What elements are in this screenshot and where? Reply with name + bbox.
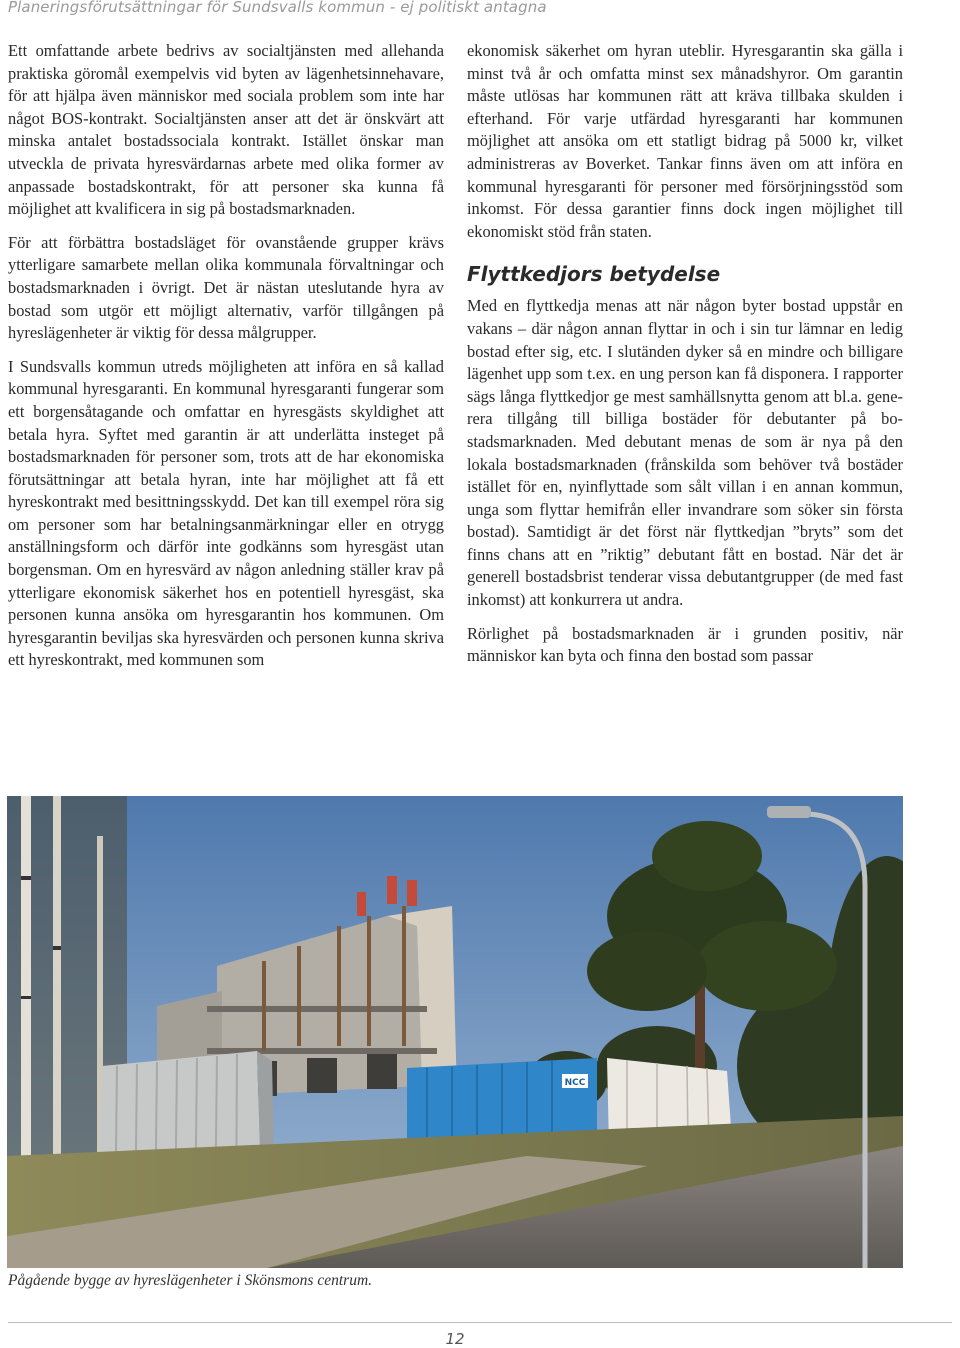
running-header: Planeringsförutsättningar för Sundsvalls kommun - ej politiskt antagna <box>8 0 547 16</box>
body-paragraph: Rörlighet på bostadsmarknaden är i grunden positiv, när människor kan byta och finna den bostad som passar <box>467 623 903 666</box>
construction-site-photo <box>7 796 903 1268</box>
left-column <box>8 40 444 683</box>
container-label: NCC <box>564 1078 586 1088</box>
section-heading: Flyttkedjors betydelse <box>467 262 721 287</box>
street-lamp-head <box>767 806 811 818</box>
footer-divider <box>8 1322 952 1323</box>
body-paragraph: I Sundsvalls kommun utreds möjligheten att införa en så kallad kommunal hyresgaranti. En kommunal hyresgaranti fungerar som ett borgensåtagande och omfattar en hyresgästs skyldighet att betala hyra. Syftet med garantin är att underlätta insteget på bostadsmarknaden för personer som, trots att de har ekonomiska förutsättningar att betala hyran, inte har möjlighet att få ett hyreskontrakt med besittningsskydd. Det kan till exempel röra sig om personer som har betalningsanmärkningar eller en otrygg anställningsform och därför inte godkänns som hyresgäst utan borgensman. Om en hyresvärd av någon anledning ställer krav på ytterligare ekonomisk säkerhet hos en potentiell hyresgäst, ska personen kunna ansöka om hyresgarantin hos kommunen. Om hyresgarantin beviljas ska hyresvärden och personen kunna skriva ett hyreskontrakt, med kommunen som <box>8 356 444 670</box>
right-column <box>467 40 903 679</box>
body-paragraph: För att förbättra bostadsläget för ovanstående grupper krävs ytterligare samarbete mellan olika kommunala förvaltningar och bostadsmarknaden i övrigt. Det är nästan uteslutande hyra av bostad som utgör ett möjligt alternativ, varför tillgången på hyreslägenheter är viktig för dessa målgrupper. <box>8 232 444 343</box>
body-paragraph: Med en flyttkedja menas att när någon byter bostad uppstår en vakans – där någon annan flyttar in och i sin tur lämnar en ledig bostad efter sig, etc. I slutänden dyker så en mindre och billigare lägenhet upp som t.ex. en ung person kan få disponera. I rapporter sägs långa flyttkedjor ge mest samhällsnytta genom att bl.a. generera tillgång till billiga bostäder för debutanter på bostadsmarknaden. Med debutant menas de som är nya på den lokala bostadsmarknaden (frånskilda som behöver två bostäder istället för en, nyinflyttade som sålt villan i en annan kommun, unga som flyttar hemifrån eller invandrare som söker sin första bostad). Samtidigt är det först när flyttkedjan ”bryts” som det finns chans att en ”riktig” debutant fått en bostad. När det är generell bostadsbrist tenderar vissa debutantgrupper (de med fast inkomst) att konkurrera ut andra. <box>467 296 903 610</box>
body-paragraph-continued: ekonomisk säkerhet om hyran uteblir. Hyresgarantin ska gälla i minst två år och omfatta minst sex månadshyror. Om garantin måste utlösas har kommunen rätt att kräva tillbaka skulden i efterhand. För varje utfärdad hyresgaranti har kommunen möjlighet att ansöka om ett statligt bidrag på 5000 kr, vilket administreras av Boverket. Tankar finns även om att införa en kommunal hyresgaranti för personer med försörjningsstöd som inkomst. För dessa garantier finns dock ingen möjlighet till ekonomiskt stöd från staten. <box>467 41 903 241</box>
body-paragraph: Ett omfattande arbete bedrivs av socialtjänsten med allehanda praktiska göromål exempelvis vid byten av lägenhetsinnehavare, för att hjälpa även människor med sociala problem som inte har något BOS-kontrakt. Socialtjänsten anser att det är önskvärt att minska antalet bostadssociala kontrakt. Istället önskar man utveckla de privata hyresvärdarnas arbete med olika former av anpassade bostadskontrakt, för att personer ska kunna få möjlighet att kvalificera in sig på bostadsmarknaden. <box>8 41 444 219</box>
page-number: 12 <box>445 1330 465 1348</box>
photo-caption: Pågående bygge av hyreslägenheter i Skönsmons centrum. <box>8 1272 373 1289</box>
